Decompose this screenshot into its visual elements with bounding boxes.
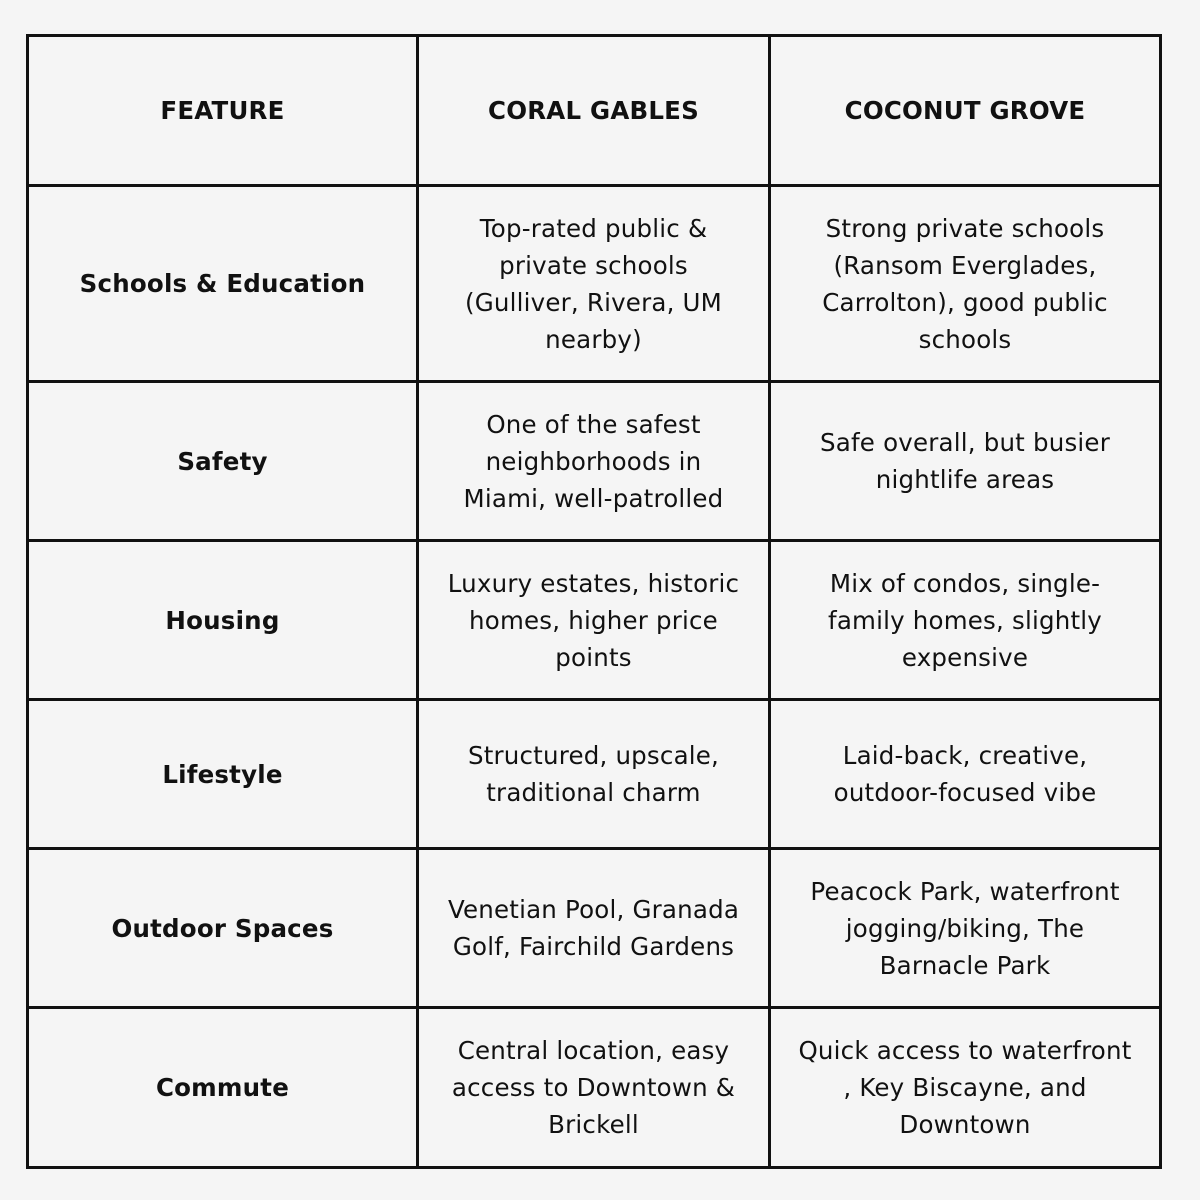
feature-cell: Safety (28, 382, 418, 541)
coconut-grove-cell: Laid-back, creative, outdoor-focused vibe (770, 700, 1161, 849)
feature-cell: Outdoor Spaces (28, 849, 418, 1008)
coconut-grove-cell: Peacock Park, waterfront jogging/biking, The Barnacle Park (770, 849, 1161, 1008)
coral-gables-cell: One of the safest neighborhoods in Miami, well-patrolled (418, 382, 770, 541)
comparison-table (26, 34, 1162, 1169)
table-row (28, 382, 1161, 541)
header-row (28, 36, 1161, 186)
coral-gables-cell: Central location, easy access to Downtown & Brickell (418, 1008, 770, 1168)
coral-gables-cell: Top-rated public & private schools (Gulliver, Rivera, UM nearby) (418, 186, 770, 382)
coconut-grove-cell: Safe overall, but busier nightlife areas (770, 382, 1161, 541)
table-row (28, 186, 1161, 382)
feature-cell: Lifestyle (28, 700, 418, 849)
header-coconut-grove: COCONUT GROVE (770, 36, 1161, 186)
table-row (28, 849, 1161, 1008)
table-row (28, 541, 1161, 700)
coral-gables-cell: Luxury estates, historic homes, higher price points (418, 541, 770, 700)
coral-gables-cell: Venetian Pool, Granada Golf, Fairchild Gardens (418, 849, 770, 1008)
coconut-grove-cell: Strong private schools (Ransom Everglades, Carrolton), good public schools (770, 186, 1161, 382)
coconut-grove-cell: Quick access to waterfront , Key Biscayne, and Downtown (770, 1008, 1161, 1168)
feature-cell: Commute (28, 1008, 418, 1168)
coconut-grove-cell: Mix of condos, single-family homes, slightly expensive (770, 541, 1161, 700)
table-row (28, 700, 1161, 849)
feature-cell: Housing (28, 541, 418, 700)
header-feature: FEATURE (28, 36, 418, 186)
header-coral-gables: CORAL GABLES (418, 36, 770, 186)
coral-gables-cell: Structured, upscale, traditional charm (418, 700, 770, 849)
table-row (28, 1008, 1161, 1168)
feature-cell: Schools & Education (28, 186, 418, 382)
